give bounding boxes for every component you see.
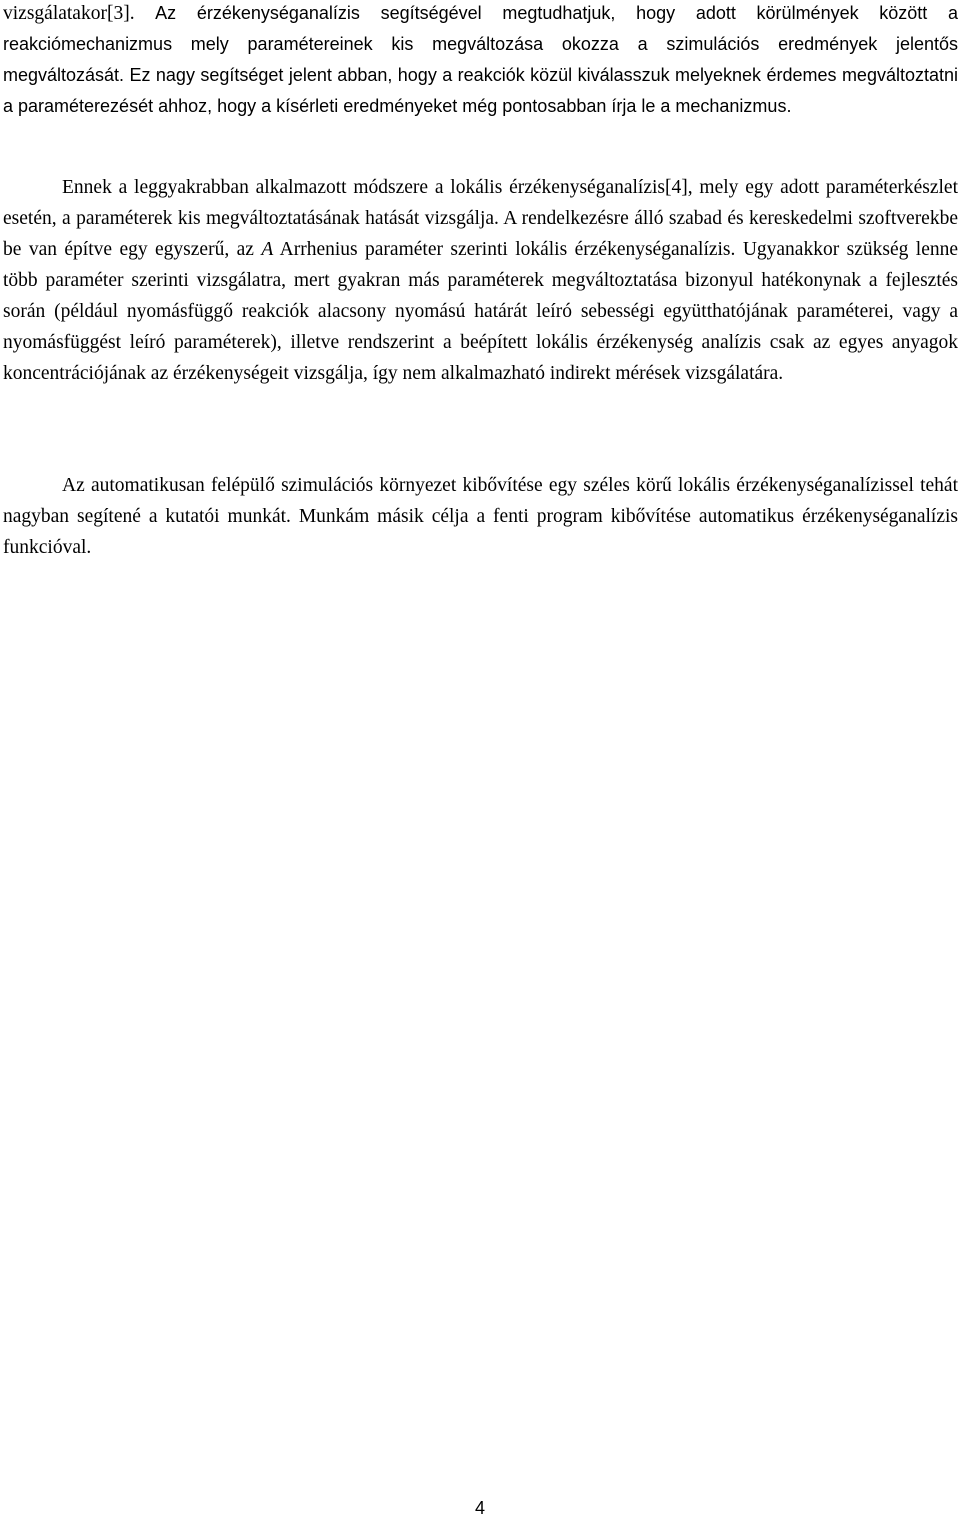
page-number: 4 (474, 1498, 485, 1518)
paragraph-1-body: Az érzékenységanalízis segítségével megtudhatjuk, hogy adott körülmények között a reakciómechanizmus mely paramétereinek kis megváltozása okozza a szimulációs eredmények jelentős megváltozását. Ez nagy segítséget jelent abban, hogy a reakciók közül kiválasszuk melyeknek érdemes megváltoztatni a paraméterezését ahhoz, hogy a kísérleti eredményeket még pontosabban írja le a mechanizmus. (3, 3, 958, 116)
paragraph-2-part-1: Ennek a leggyakrabban alkalmazott módszere a lokális érzékenységanalízis[4], mely egy adott paraméterkészlet esetén, a paraméterek kis megváltoztatásának hatását vizsgálja. A rendelkezésre álló szabad és kereskedelmi szoftverekbe be van építve egy egyszerű, az (3, 177, 958, 260)
paragraph-2-part-2: Arrhenius paraméter szerinti lokális érzékenységanalízis. Ugyanakkor szükség lenne több paraméter szerinti vizsgálatra, mert gyakran más paraméterek megváltoztatása bizonyul hatékonynak a fejlesztés során (például nyomásfüggő reakciók alacsony nyomású határát leíró sebességi együtthatójának paraméterei, vagy a nyomásfüggést leíró paraméterek), illetve rendszerint a beépített lokális érzékenység analízis csak az egyes anyagok koncentrációjának az érzékenységeit vizsgálja, így nem alkalmazható indirekt mérések vizsgálatára. (3, 239, 959, 384)
arrhenius-symbol: A (261, 239, 274, 260)
paragraph-1 (3, 0, 958, 122)
paragraph-2 (3, 172, 958, 389)
paragraph-3: Az automatikusan felépülő szimulációs környezet kibővítése egy széles körű lokális érzékenységanalízissel tehát nagyban segítené a kutatói munkát. Munkám másik célja a fenti program kibővítése automatikus érzékenységanalízis funkcióval. (3, 475, 958, 558)
paragraph-1-lead: vizsgálatakor[3]. (3, 3, 156, 24)
